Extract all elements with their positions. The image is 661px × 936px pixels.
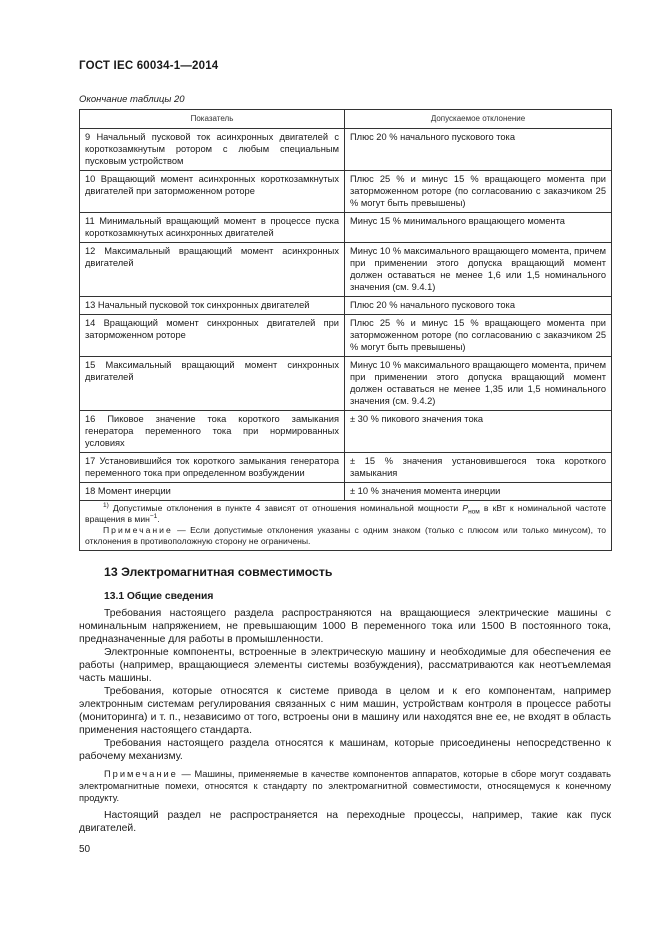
footnote-text-a: Допустимые отклонения в пункте 4 зависят от отношения номинальной мощности (112, 503, 463, 513)
tolerance-cell: Плюс 25 % и минус 15 % вращающего момента при заторможенном роторе (по согласованию с заказчиком 25 % могут быть превышены) (345, 171, 612, 213)
table-row (80, 411, 612, 453)
tolerance-cell: ± 30 % пикового значения тока (345, 411, 612, 453)
table-row (80, 213, 612, 243)
table-note-label: Примечание (103, 525, 173, 535)
tolerance-cell: Плюс 20 % начального пускового тока (345, 297, 612, 315)
table-row (80, 171, 612, 213)
table-caption: Окончание таблицы 20 (79, 94, 185, 105)
power-symbol: P (462, 503, 469, 513)
table-footnote (85, 503, 606, 525)
tolerance-cell: ± 10 % значения момента инерции (345, 483, 612, 501)
tolerance-cell: ± 15 % значения установившегося тока короткого замыкания (345, 453, 612, 483)
parameter-cell: 11 Минимальный вращающий момент в процессе пуска короткозамкнутых асинхронных двигателей (80, 213, 345, 243)
paragraph: Настоящий раздел не распространяется на переходные процессы, например, такие как пуск двигателей. (79, 810, 611, 834)
footnote-text-b: в кВт к номинальной частоте вращения в мин (85, 503, 607, 524)
tolerance-cell: Плюс 25 % и минус 15 % вращающего момента при заторможенном роторе (по согласованию с заказчиком 25 % могут быть превышены) (345, 315, 612, 357)
footnote-text-c: . (157, 514, 160, 524)
parameter-cell: 14 Вращающий момент синхронных двигателей при заторможенном роторе (80, 315, 345, 357)
paragraph: Требования настоящего раздела относятся к машинам, которые присоединены непосредственно к рабочему механизму. (79, 738, 611, 762)
table-notes-row (80, 501, 612, 551)
tolerance-cell: Минус 10 % максимального вращающего момента, причем при применении этого допуска вращающий момент должен оставаться не менее 1,6 или 1,5 номинального значения (см. 9.4.1) (345, 243, 612, 297)
section-note (79, 768, 611, 804)
table-row (80, 297, 612, 315)
document-header: ГОСТ IEC 60034-1—2014 (79, 60, 219, 72)
section-body (79, 607, 611, 835)
paragraph: Электронные компоненты, встроенные в электрическую машину и необходимые для обеспечения ее работы (например, вращающиеся элементы системы возбуждения), рассматриваются как неотъемлемая часть машины. (79, 647, 611, 684)
parameter-cell: 9 Начальный пусковой ток асинхронных двигателей с короткозамкнутым ротором с любым специальным пусковым устройством (80, 129, 345, 171)
footnote-marker: 1) (103, 502, 109, 510)
table-row (80, 483, 612, 501)
tolerance-table (79, 109, 612, 551)
tolerance-cell: Минус 15 % минимального вращающего момента (345, 213, 612, 243)
tolerance-cell: Плюс 20 % начального пускового тока (345, 129, 612, 171)
table-header-row (80, 110, 612, 129)
parameter-cell: 12 Максимальный вращающий момент асинхронных двигателей (80, 243, 345, 297)
parameter-cell: 15 Максимальный вращающий момент синхронных двигателей (80, 357, 345, 411)
parameter-cell: 13 Начальный пусковой ток синхронных двигателей (80, 297, 345, 315)
footnote-exponent: −1 (149, 513, 158, 521)
table-row (80, 243, 612, 297)
subsection-heading: 13.1 Общие сведения (104, 591, 214, 602)
table-row (80, 315, 612, 357)
parameter-cell: 17 Установившийся ток короткого замыкания генератора переменного тока при определенном возбуждении (80, 453, 345, 483)
table-note (85, 525, 606, 547)
section-heading: 13 Электромагнитная совместимость (104, 565, 333, 579)
table-note-text: — Если допустимые отклонения указаны с одним знаком (только с плюсом или только минусом), то отклонения в противоположную сторону не ограничены. (85, 525, 606, 546)
section-note-label: Примечание (104, 769, 178, 779)
tolerance-cell: Минус 10 % максимального вращающего момента, причем при применении этого допуска вращающий момент должен оставаться не менее 1,35 или 1,5 номинального значения (см. 9.4.2) (345, 357, 612, 411)
parameter-cell: 18 Момент инерции (80, 483, 345, 501)
parameter-cell: 16 Пиковое значение тока короткого замыкания генератора переменного тока при нормированных условиях (80, 411, 345, 453)
section-note-text: — Машины, применяемые в качестве компонентов аппаратов, которые в сборе могут создавать электромагнитные помехи, относятся к стандарту по электромагнитной совместимости, относящемуся к конечному продукту. (79, 769, 611, 803)
paragraph: Требования, которые относятся к системе привода в целом и к его компонентам, например электронным системам регулирования связанных с ним машин, устройствам контроля в процессе работы (мониторинга) и т. п., независимо от того, встроены они в машину или находятся вне ее, не входят в область применения настоящего стандарта. (79, 686, 611, 736)
paragraph: Требования настоящего раздела распространяются на вращающиеся электрические машины с номинальным напряжением, не превышающим 1000 В переменного тока или 1500 В постоянного тока, предназначенные для работы в промышленности. (79, 608, 611, 645)
table-row (80, 357, 612, 411)
table-row (80, 453, 612, 483)
page-number: 50 (79, 844, 91, 855)
table-row (80, 129, 612, 171)
parameter-cell: 10 Вращающий момент асинхронных короткозамкнутых двигателей при заторможенном роторе (80, 171, 345, 213)
column-header-parameter: Показатель (80, 110, 345, 129)
column-header-tolerance: Допускаемое отклонение (345, 110, 612, 129)
power-subscript: ном (468, 508, 480, 516)
table-notes (80, 501, 612, 551)
